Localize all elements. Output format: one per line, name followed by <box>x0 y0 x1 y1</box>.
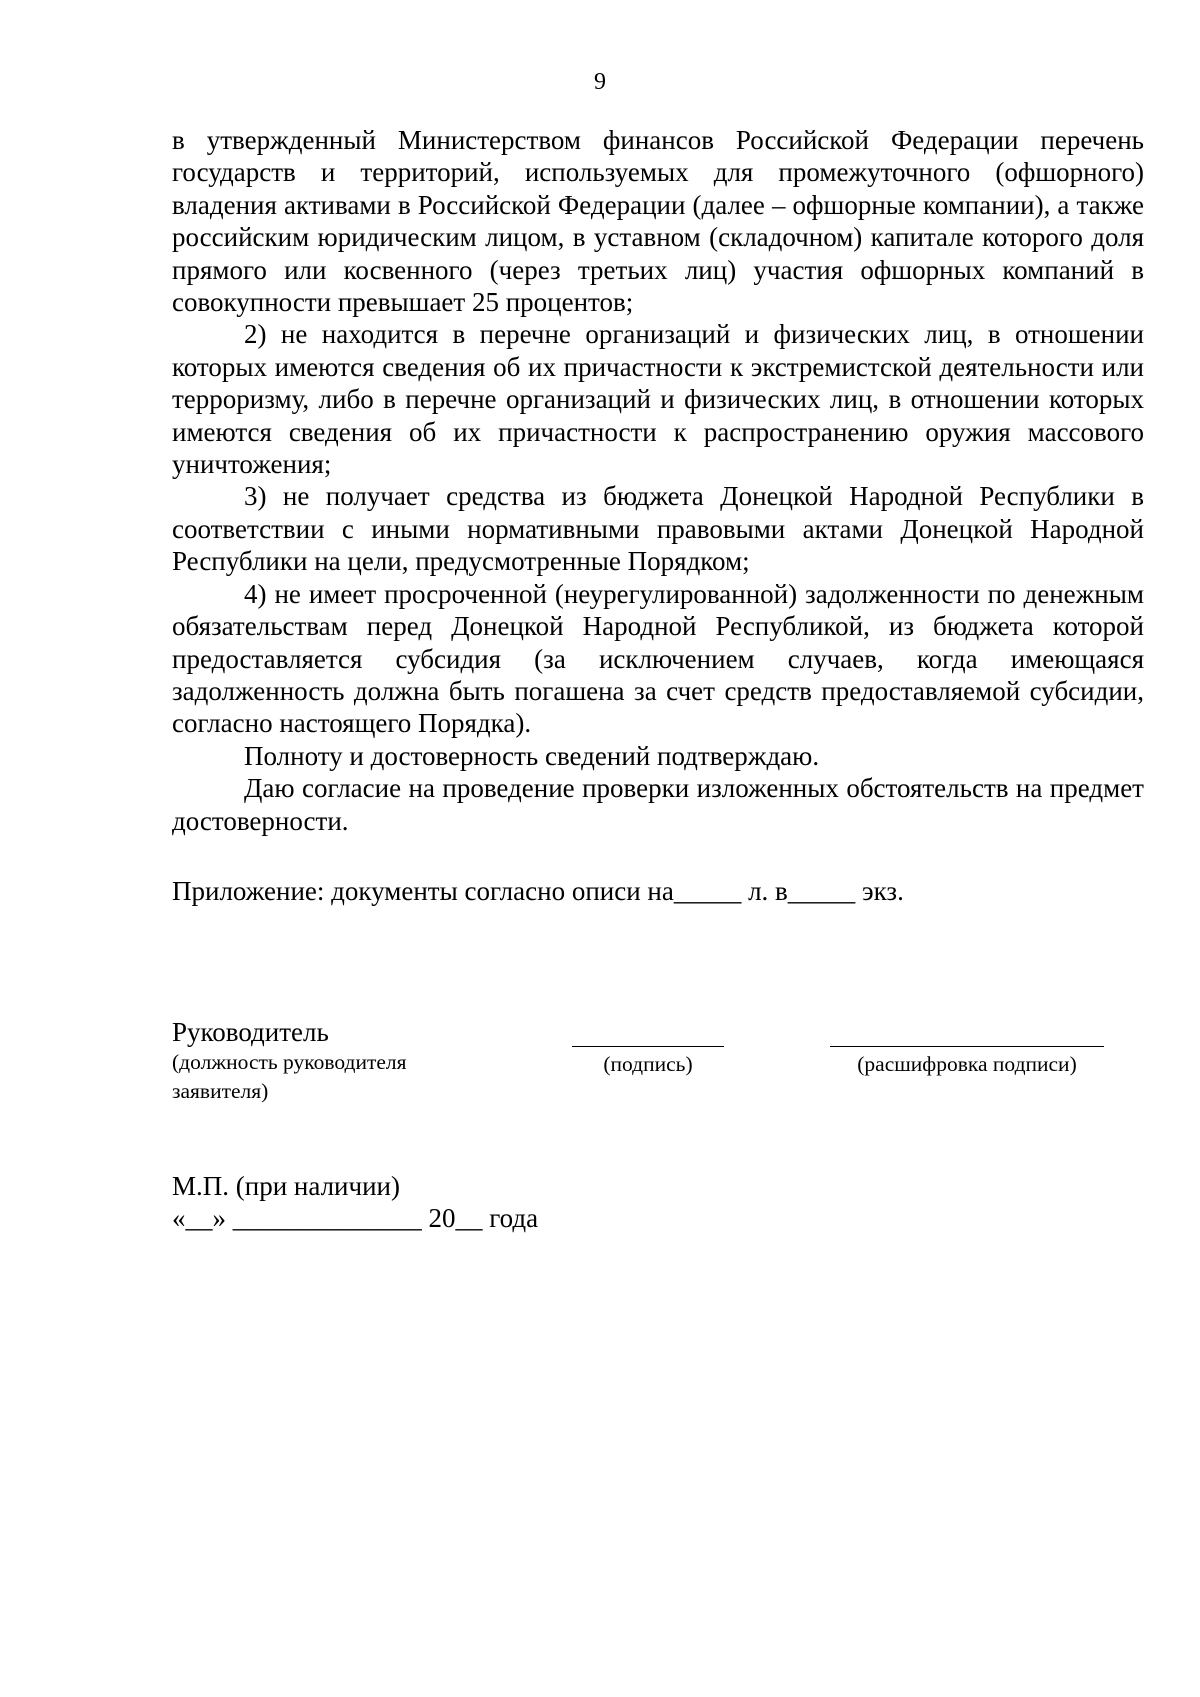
signature-line <box>572 1046 724 1047</box>
paragraph-item-3: 3) не получает средства из бюджета Донецкой Народной Республики в соответствии с иными нормативными правовыми актами Донецкой Народной Республики на цели, предусмотренные Порядком; <box>172 481 1144 577</box>
signature-caption: (подпись) <box>603 1052 693 1076</box>
signatory-title: Руководитель <box>172 1017 329 1047</box>
paragraph-consent: Даю согласие на проведение проверки изложенных обстоятельств на предмет достоверности. <box>172 773 1144 836</box>
attachment-line: Приложение: документы согласно описи на_____ л. в_____ экз. <box>172 876 904 906</box>
document-body <box>172 124 1144 837</box>
paragraph-continuation: в утвержденный Министерством финансов Российской Федерации перечень государств и территорий, используемых для промежуточного (офшорного) владения активами в Российской Федерации (далее – офшорные компании), а также российским юридическим лицом, в уставном (складочном) капитале которого доля прямого или косвенного (через третьих лиц) участия офшорных компаний в совокупности превышает 25 процентов; <box>172 125 1144 318</box>
date-line: «__» ______________ 20__ года <box>172 1203 539 1233</box>
position-caption: (должность руководителя заявителя) <box>172 1050 407 1103</box>
signature-decode-line <box>830 1046 1104 1047</box>
stamp-line: М.П. (при наличии) <box>172 1171 400 1201</box>
page-number: 9 <box>594 69 606 95</box>
paragraph-confirmation: Полноту и достоверность сведений подтверждаю. <box>244 740 820 771</box>
signature-decode-caption: (расшифровка подписи) <box>857 1052 1077 1076</box>
paragraph-item-2: 2) не находится в перечне организаций и физических лиц, в отношении которых имеются сведения об их причастности к экстремистской деятельности или терроризму, либо в перечне организаций и физических лиц, в отношении которых имеются сведения об их причастности к распространению оружия массового уничтожения; <box>172 319 1144 480</box>
paragraph-item-4: 4) не имеет просроченной (неурегулированной) задолженности по денежным обязательствам перед Донецкой Народной Республикой, из бюджета которой предоставляется субсидия (за исключением случаев, когда имеющаяся задолженность должна быть погашена за счет средств предоставляемой субсидии, согласно настоящего Порядка). <box>172 578 1144 739</box>
